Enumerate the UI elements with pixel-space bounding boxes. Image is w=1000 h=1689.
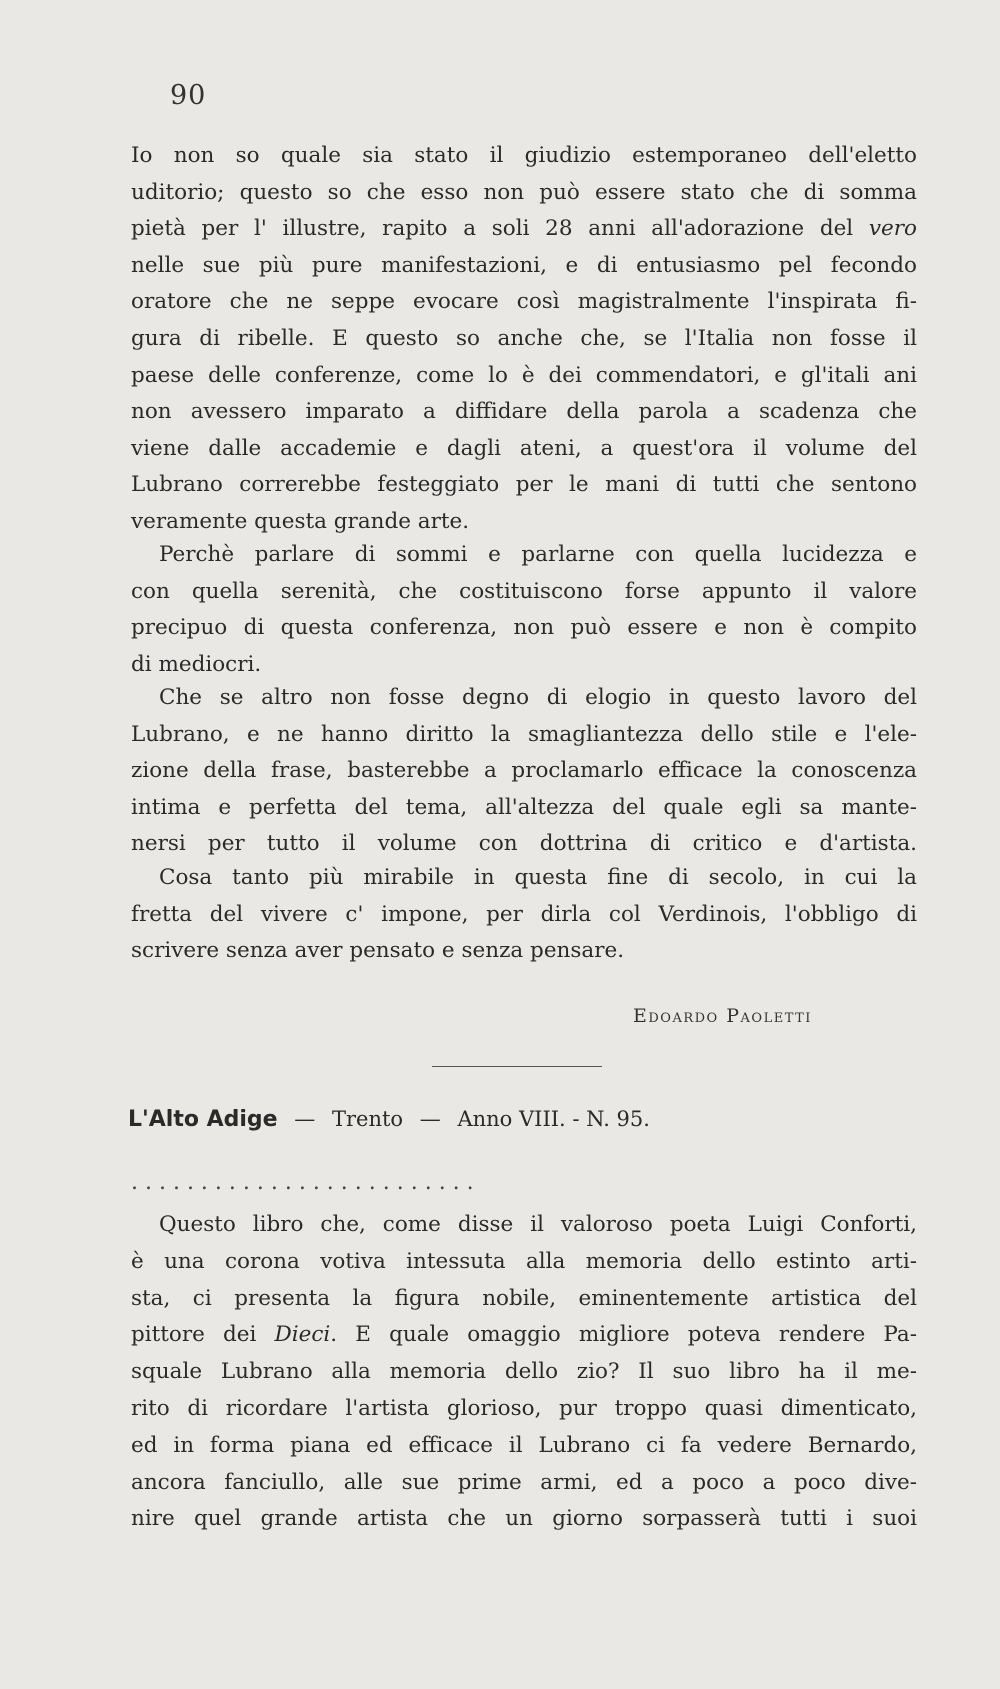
paragraph-3 bbox=[131, 680, 917, 863]
text-line: viene dalle accademie e dagli ateni, a quest'ora il volume del bbox=[131, 435, 917, 461]
text-line: veramente questa grande arte. bbox=[131, 508, 470, 534]
text-line: nelle sue più pure manifestazioni, e di entusiasmo pel fecondo bbox=[131, 252, 917, 278]
text-line: di mediocri. bbox=[131, 651, 262, 677]
paragraph-2 bbox=[131, 537, 917, 683]
text-line: Che se altro non fosse degno di elogio in questo lavoro del bbox=[159, 685, 917, 710]
text-line: precipuo di questa conferenza, non può essere e non è compito bbox=[131, 615, 917, 641]
newspaper-masthead bbox=[128, 1107, 650, 1132]
text-line: nersi per tutto il volume con dottrina di critico e d'artista. bbox=[131, 831, 917, 857]
newspaper-city: Trento bbox=[331, 1107, 404, 1131]
omission-dots: . . . . . . . . . . . . . . . . . . . . . . . . . bbox=[131, 1170, 474, 1195]
text-line: Io non so quale sia stato il giudizio estemporaneo dell'eletto bbox=[131, 143, 917, 168]
italic-word: Dieci bbox=[274, 1322, 331, 1348]
text-line: Lubrano correrebbe festeggiato per le mani di tutti che sentono bbox=[131, 472, 917, 498]
section-divider bbox=[432, 1066, 602, 1067]
newspaper-name: L'Alto Adige bbox=[128, 1107, 278, 1132]
text-line: ed in forma piana ed efficace il Lubrano ci fa vedere Bernardo, bbox=[131, 1432, 917, 1458]
text-line: oratore che ne seppe evocare così magistralmente l'inspirata fi- bbox=[131, 289, 917, 315]
text-line: pittore dei Dieci. E quale omaggio migliore poteva rendere Pa- bbox=[131, 1322, 917, 1348]
text-line: Questo libro che, come disse il valoroso poeta Luigi Conforti, bbox=[159, 1212, 917, 1237]
paragraph-4 bbox=[131, 860, 917, 970]
paragraph-1 bbox=[131, 138, 917, 541]
paragraph-5 bbox=[131, 1207, 917, 1538]
author-signature: Edoardo Paoletti bbox=[633, 1005, 812, 1027]
text-line: Lubrano, e ne hanno diritto la smagliantezza dello stile e l'ele- bbox=[131, 721, 917, 747]
text-line: paese delle conferenze, come lo è dei commendatori, e gl'itali ani bbox=[131, 362, 917, 388]
text-line: rito di ricordare l'artista glorioso, pur troppo quasi dimenticato, bbox=[131, 1395, 917, 1421]
text-line: zione della frase, basterebbe a proclamarlo efficace la conoscenza bbox=[131, 758, 917, 784]
text-line: pietà per l' illustre, rapito a soli 28 anni all'adorazione del vero bbox=[131, 216, 917, 242]
text-line: non avessero imparato a diffidare della parola a scadenza che bbox=[131, 399, 917, 425]
text-line: gura di ribelle. E questo so anche che, se l'Italia non fosse il bbox=[131, 325, 917, 351]
text-line: Cosa tanto più mirabile in questa fine di secolo, in cui la bbox=[159, 865, 917, 890]
text-line: nire quel grande artista che un giorno sorpasserà tutti i suoi bbox=[131, 1506, 917, 1532]
text-line: scrivere senza aver pensato e senza pensare. bbox=[131, 938, 625, 964]
masthead-dash: — bbox=[419, 1107, 441, 1131]
newspaper-issue: Anno VIII. - N. 95. bbox=[457, 1107, 650, 1131]
text-line: fretta del vivere c' impone, per dirla col Verdinois, l'obbligo di bbox=[131, 901, 917, 927]
text-line: Perchè parlare di sommi e parlarne con quella lucidezza e bbox=[159, 542, 917, 567]
text-line: è una corona votiva intessuta alla memoria dello estinto arti- bbox=[131, 1248, 917, 1274]
text-line: intima e perfetta del tema, all'altezza del quale egli sa mante- bbox=[131, 794, 917, 820]
text-line: con quella serenità, che costituiscono forse appunto il valore bbox=[131, 578, 917, 604]
masthead-dash: — bbox=[294, 1107, 316, 1131]
text-line: squale Lubrano alla memoria dello zio? Il suo libro ha il me- bbox=[131, 1359, 917, 1385]
italic-word: vero bbox=[868, 216, 917, 242]
text-line: sta, ci presenta la figura nobile, eminentemente artistica del bbox=[131, 1285, 917, 1311]
text-line: ancora fanciullo, alle sue prime armi, ed a poco a poco dive- bbox=[131, 1469, 917, 1495]
text-line: uditorio; questo so che esso non può essere stato che di somma bbox=[131, 179, 917, 205]
page-number: 90 bbox=[170, 80, 207, 111]
